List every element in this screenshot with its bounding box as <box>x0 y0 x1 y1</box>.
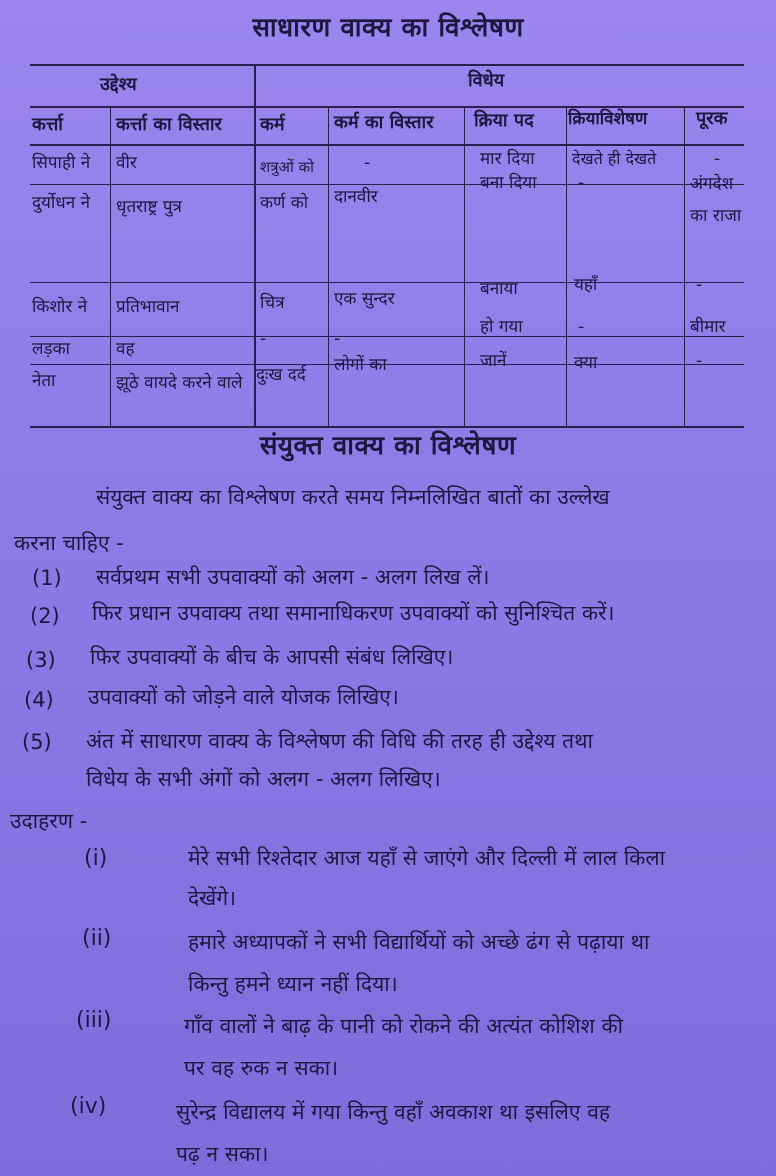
example-number: (iv) <box>70 1094 107 1119</box>
table-cell: वीर <box>116 153 137 173</box>
table-cell: - <box>714 149 721 169</box>
table-cell: शत्रुओं को <box>260 158 314 176</box>
point-text: उपवाक्यों को जोड़ने वाले योजक लिखिए। <box>88 685 399 709</box>
table-cell: अंगदेश का राजा <box>690 174 742 226</box>
table-cell: किशोर ने <box>32 297 88 317</box>
point-number: (3) <box>26 648 56 672</box>
table-cell: हो गया <box>480 317 523 337</box>
table-cell: लोगों का <box>334 355 387 375</box>
point-number: (2) <box>30 604 60 628</box>
section-title: संयुक्त वाक्य का विश्लेषण <box>259 431 517 461</box>
table-cell: - <box>364 153 371 173</box>
analysis-table <box>30 50 744 430</box>
column-header: कर्त्ता <box>32 114 63 135</box>
table-cell: झूठे वायदे करने वाले <box>116 373 243 393</box>
table-cell: यहाँ <box>574 275 598 295</box>
point-text: फिर प्रधान उपवाक्य तथा समानाधिकरण उपवाक्यों को सुनिश्चित करें। <box>92 601 615 625</box>
table-rule <box>30 364 744 365</box>
column-header: क्रिया पद <box>474 110 534 131</box>
examples-label: उदाहरण - <box>10 809 88 833</box>
example-text: पढ़ न सका। <box>176 1142 269 1166</box>
table-cell: दानवीर <box>334 187 378 207</box>
table-cell: बीमार <box>690 317 726 337</box>
example-text: किन्तु हमने ध्यान नहीं दिया। <box>188 972 398 996</box>
group-header-uddeshya: उद्देश्य <box>100 74 137 95</box>
table-cell: देखते ही देखते <box>572 149 657 168</box>
table-cell: - <box>578 317 585 337</box>
table-col-rule <box>110 106 111 428</box>
example-number: (ii) <box>82 926 112 951</box>
point-text: सर्वप्रथम सभी उपवाक्यों को अलग - अलग लिख लें। <box>96 565 490 589</box>
column-header: क्रियाविशेषण <box>568 109 648 129</box>
point-text: विधेय के सभी अंगों को अलग - अलग लिखिए। <box>86 767 441 791</box>
table-rule <box>30 336 744 337</box>
example-text: देखेंगे। <box>188 886 237 910</box>
example-text: मेरे सभी रिश्तेदार आज यहाँ से जाएंगे और दिल्ली में लाल किला <box>188 846 666 870</box>
table-rule <box>30 64 744 66</box>
table-cell: चित्र <box>260 293 285 313</box>
point-number: (4) <box>24 688 54 712</box>
table-cell: - <box>696 275 703 295</box>
table-col-rule <box>684 106 685 428</box>
point-text: अंत में साधारण वाक्य के विश्लेषण की विधि की तरह ही उद्देश्य तथा <box>86 729 593 753</box>
table-col-rule <box>328 106 329 428</box>
intro-line: संयुक्त वाक्य का विश्लेषण करते समय निम्नलिखित बातों का उल्लेख <box>96 485 610 509</box>
page-title: साधारण वाक्य का विश्लेषण <box>252 13 524 43</box>
column-header: कर्म <box>260 114 285 135</box>
example-text: गाँव वालों ने बाढ़ के पानी को रोकने की अत्यंत कोशिश की <box>184 1014 624 1038</box>
table-cell: दुर्योधन ने <box>32 193 91 213</box>
example-number: (i) <box>84 846 108 871</box>
table-cell: मार दिया <box>480 149 535 169</box>
table-cell: दुःख दर्द <box>256 365 306 385</box>
table-cell: एक सुन्दर <box>334 289 395 309</box>
table-col-rule <box>566 106 567 428</box>
example-text: सुरेन्द्र विद्यालय में गया किन्तु वहाँ अवकाश था इसलिए वह <box>176 1100 611 1124</box>
intro-line: करना चाहिए - <box>14 531 124 555</box>
table-cell: - <box>578 173 585 193</box>
point-number: (1) <box>32 566 62 590</box>
table-cell: बनाया <box>480 279 518 299</box>
group-header-vidheya: विधेय <box>468 70 505 91</box>
table-cell: वह <box>116 339 135 359</box>
table-cell: - <box>696 351 703 371</box>
table-cell: - <box>260 329 267 349</box>
table-cell: लड़का <box>32 339 71 359</box>
table-rule <box>30 184 744 185</box>
table-cell: प्रतिभावान <box>116 297 180 317</box>
table-cell: नेता <box>32 371 56 391</box>
table-cell: क्या <box>574 353 598 373</box>
table-cell: बना दिया <box>480 173 537 193</box>
column-header: कर्म का विस्तार <box>334 112 434 133</box>
example-number: (iii) <box>76 1008 112 1033</box>
table-col-rule <box>464 106 465 428</box>
column-header: पूरक <box>696 108 728 129</box>
table-cell: धृतराष्ट्र पुत्र <box>116 197 182 217</box>
table-cell: कर्ण को <box>260 193 309 213</box>
point-number: (5) <box>22 730 52 754</box>
column-header: कर्त्ता का विस्तार <box>116 114 222 135</box>
table-cell: सिपाही ने <box>32 153 91 173</box>
example-text: पर वह रुक न सका। <box>184 1056 339 1080</box>
point-text: फिर उपवाक्यों के बीच के आपसी संबंध लिखिए। <box>90 645 454 669</box>
table-cell: जानें <box>480 351 507 371</box>
table-cell: - <box>334 329 341 349</box>
example-text: हमारे अध्यापकों ने सभी विद्यार्थियों को अच्छे ढंग से पढ़ाया था <box>188 930 650 954</box>
table-rule <box>30 282 744 283</box>
